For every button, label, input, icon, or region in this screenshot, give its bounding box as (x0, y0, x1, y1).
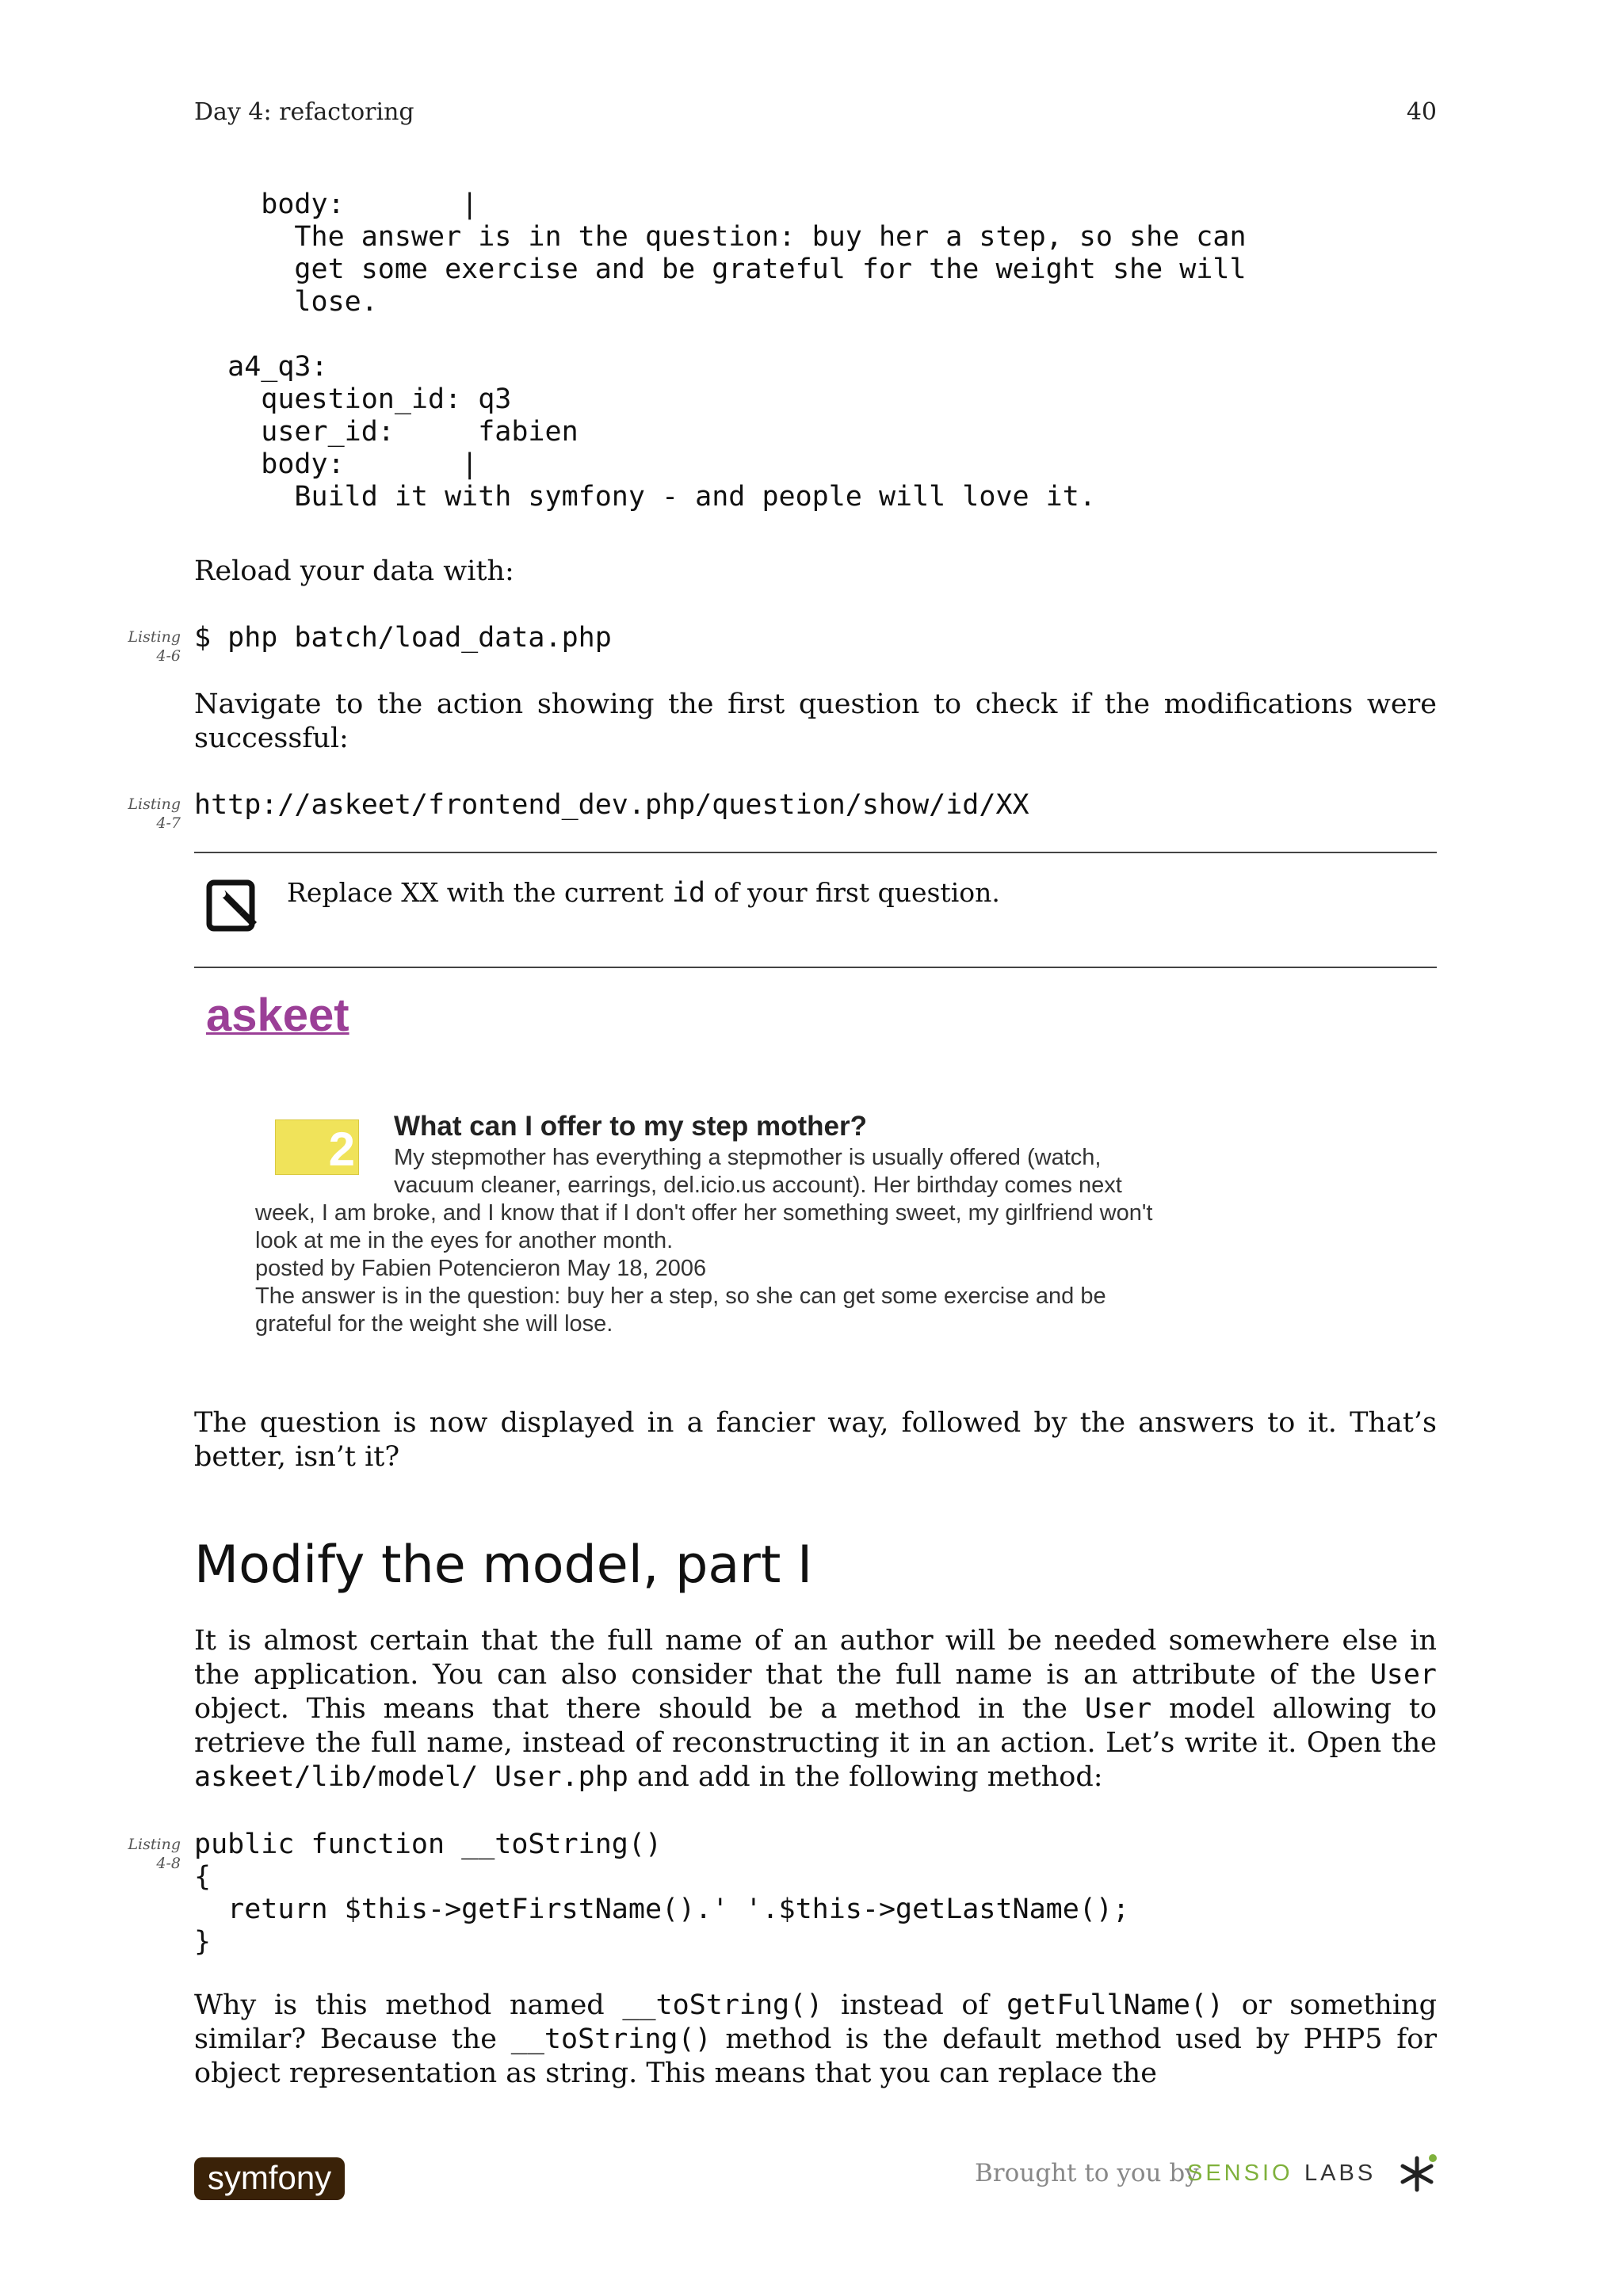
interest-count: 2 (328, 1123, 355, 1176)
code-line: body: | (194, 448, 479, 480)
listing-number: 4-6 (156, 647, 181, 665)
sensiolabs-logo-sensio: SENSIO (1187, 2161, 1293, 2186)
listing-label: Listing (128, 628, 181, 646)
code-line: public function __toString() (194, 1829, 663, 1860)
paragraph-model: It is almost certain that the full name of an author will be needed somewhere else in the application. You can also consider that the full name is an attribute of the User object. This means that there should be a method in the User model allowing to retrieve the full name, instead of reconstructing it in an action. Let’s write it. Open the askeet/lib/model/ User.php and add in the following method: (194, 1625, 1437, 1793)
inline-code: askeet/lib/model/ User.php (194, 1761, 628, 1793)
code-line: get some exercise and be grateful for the weight she will (194, 254, 1247, 285)
code-line: body: | (194, 189, 479, 220)
paragraph-fancier: The question is now displayed in a fancier way, followed by the answers to it. That’s better, isn’t it? (194, 1407, 1437, 1473)
inline-code: __toString() (622, 1989, 823, 2021)
code-line: question_id: q3 (194, 383, 512, 415)
footer-brought-by: Brought to you by (975, 2159, 1199, 2187)
code-line: The answer is in the question: buy her a step, so she can (194, 221, 1247, 253)
inline-code: getFullName() (1006, 1989, 1224, 2021)
section-heading: Modify the model, part I (194, 1535, 813, 1595)
interest-badge (275, 1119, 359, 1175)
paragraph-reload: Reload your data with: (194, 555, 514, 587)
note-inline-code: id (671, 877, 706, 909)
question-title: What can I offer to my step mother? (394, 1111, 867, 1142)
paragraph-why: Why is this method named __toString() instead of getFullName() or something similar? Because the __toString() method is the default method used by PHP5 for object representation as string. This means that you can replace the (194, 1989, 1437, 2089)
code-listing-4-7: http://askeet/frontend_dev.php/question/show/id/XX (194, 789, 1029, 821)
question-line: vacuum cleaner, earrings, del.icio.us account). Her birthday comes next (394, 1173, 1122, 1198)
running-header-chapter: Day 4: refactoring (194, 98, 414, 126)
answer-line: grateful for the weight she will lose. (255, 1311, 613, 1337)
code-line: return $this->getFirstName().' '.$this->getLastName(); (194, 1894, 1130, 1925)
code-line: Build it with symfony - and people will love it. (194, 481, 1096, 513)
code-block-yaml (194, 189, 1247, 513)
inline-code: __toString() (510, 2023, 712, 2055)
note-icon (204, 878, 262, 935)
inline-code: User (1369, 1659, 1437, 1691)
question-author: posted by Fabien Potencieron May 18, 2006 (255, 1256, 707, 1281)
question-line: My stepmother has everything a stepmother is usually offered (watch, (394, 1145, 1102, 1170)
note-top-rule (194, 852, 1437, 853)
listing-label: Listing (128, 795, 181, 813)
code-line: lose. (194, 286, 378, 318)
code-line: { (194, 1861, 212, 1893)
sensiolabs-logo-labs: LABS (1304, 2161, 1377, 2186)
listing-label-4-8 (117, 1835, 181, 1873)
paragraph-navigate: Navigate to the action showing the first question to check if the modifications were successful: (194, 688, 1437, 754)
note-text: Replace XX with the current id of your first question. (287, 877, 1000, 909)
question-line: look at me in the eyes for another month. (255, 1228, 674, 1253)
askeet-logo: askeet (206, 990, 349, 1041)
page-number: 40 (1406, 98, 1437, 126)
code-listing-4-6: $ php batch/load_data.php (194, 622, 612, 654)
symfony-logo: symfony (194, 2157, 345, 2200)
sensiolabs-star-icon (1396, 2153, 1438, 2195)
answer-line: The answer is in the question: buy her a step, so she can get some exercise and be (255, 1283, 1106, 1309)
code-line: } (194, 1926, 212, 1958)
listing-label-4-6 (117, 627, 181, 666)
inline-code: User (1084, 1693, 1152, 1725)
listing-label: Listing (128, 1836, 181, 1853)
code-line: user_id: fabien (194, 416, 579, 448)
code-listing-4-8 (194, 1829, 1129, 1958)
listing-number: 4-7 (156, 814, 181, 832)
listing-number: 4-8 (156, 1855, 181, 1872)
listing-label-4-7 (117, 795, 181, 833)
code-line: a4_q3: (194, 351, 328, 383)
question-line: week, I am broke, and I know that if I don't offer her something sweet, my girlfriend won't (255, 1200, 1153, 1226)
note-bottom-rule (194, 967, 1437, 968)
